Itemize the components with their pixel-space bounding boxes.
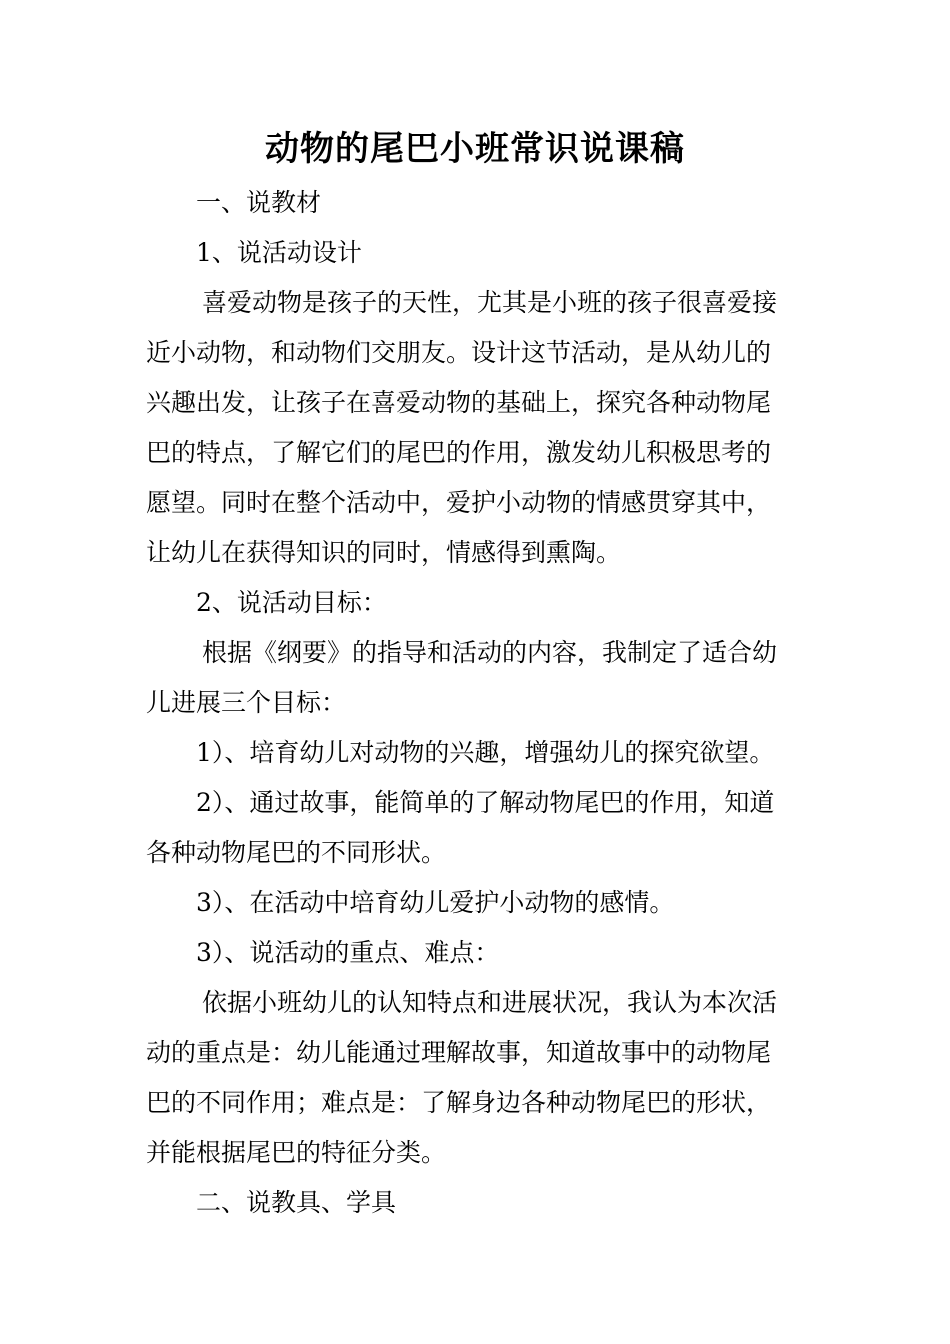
paragraph-line: 巴的特点，了解它们的尾巴的作用，激发幼儿积极思考的 (146, 438, 772, 467)
goal-item-3: 3）、在活动中培育幼儿爱护小动物的感情。 (196, 888, 675, 917)
subsection-heading-activity-goals: 2、说活动目标： (196, 588, 387, 617)
document-title: 动物的尾巴小班常识说课稿 (265, 129, 685, 169)
subsection-heading-key-points: 3）、说活动的重点、难点： (196, 938, 500, 967)
goal-item-1: 1）、培育幼儿对动物的兴趣，增强幼儿的探究欲望。 (196, 738, 775, 767)
paragraph-line: 愿望。同时在整个活动中，爱护小动物的情感贯穿其中， (146, 488, 772, 517)
paragraph-line: 根据《纲要》的指导和活动的内容，我制定了适合幼 (202, 638, 778, 667)
goal-item-2-continued: 各种动物尾巴的不同形状。 (146, 838, 447, 867)
document-body (146, 178, 808, 1228)
paragraph-line: 喜爱动物是孩子的天性，尤其是小班的孩子很喜爱接 (202, 288, 778, 317)
paragraph-line: 并能根据尾巴的特征分类。 (146, 1138, 447, 1167)
paragraph-line: 兴趣出发，让孩子在喜爱动物的基础上，探究各种动物尾 (146, 388, 772, 417)
paragraph-line: 动的重点是：幼儿能通过理解故事，知道故事中的动物尾 (146, 1038, 772, 1067)
paragraph-line: 巴的不同作用；难点是：了解身边各种动物尾巴的形状， (146, 1088, 772, 1117)
paragraph-line: 依据小班幼儿的认知特点和进展状况，我认为本次活 (202, 988, 778, 1017)
section-heading-teaching-aids: 二、说教具、学具 (196, 1188, 397, 1217)
subsection-heading-activity-design: 1、说活动设计 (196, 238, 362, 267)
goal-item-2: 2）、通过故事，能简单的了解动物尾巴的作用，知道 (196, 788, 775, 817)
paragraph-line: 让幼儿在获得知识的同时，情感得到熏陶。 (146, 538, 622, 567)
paragraph-line: 儿进展三个目标： (146, 688, 347, 717)
paragraph-line: 近小动物，和动物们交朋友。设计这节活动，是从幼儿的 (146, 338, 772, 367)
section-heading-teaching-material: 一、说教材 (196, 188, 322, 217)
